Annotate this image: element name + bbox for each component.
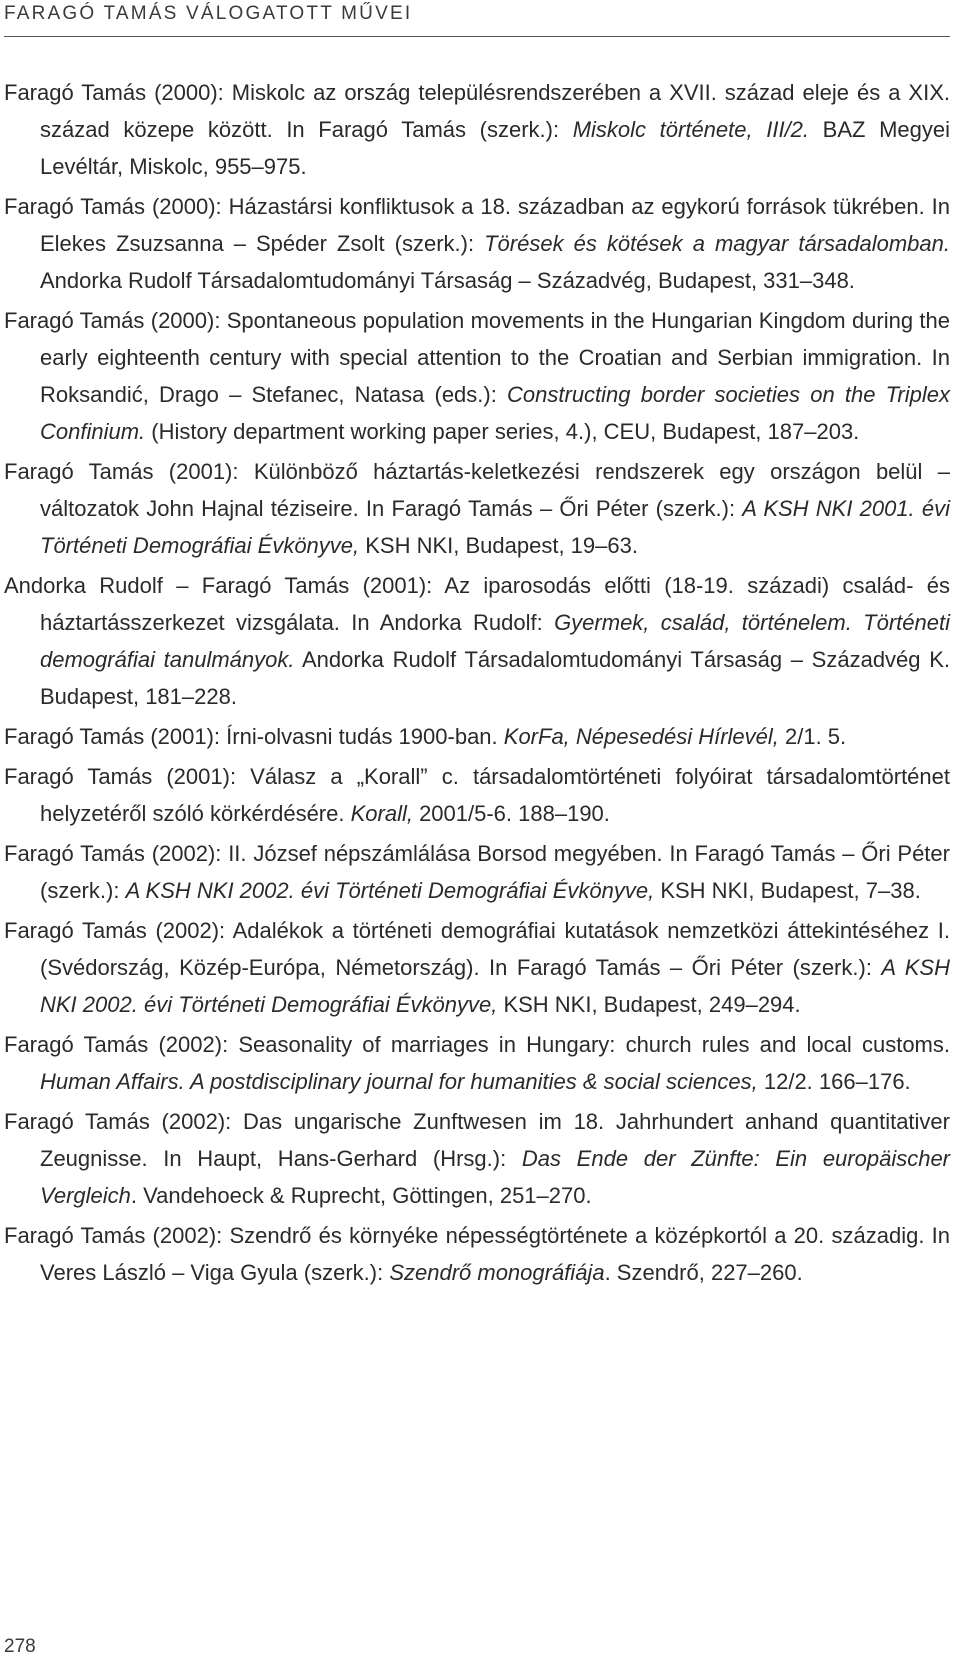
reference-entry xyxy=(4,302,950,450)
reference-title: Korall, xyxy=(350,801,413,826)
reference-text: KSH NKI, Budapest, 249–294. xyxy=(497,992,801,1017)
reference-text: Faragó Tamás (2001): Válasz a „Korall” c. társadalomtörténeti folyóirat társadalomtörténet helyzetéről szóló körkérdésére. xyxy=(4,764,950,826)
reference-text: Faragó Tamás (2000): Spontaneous population movements in the Hungarian Kingdom during the early eighteenth century with special attention to the Croatian and Serbian immigration. In Roksandić, Drago – Stefanec, Natasa (eds.): xyxy=(4,308,950,407)
reference-entry xyxy=(4,453,950,564)
reference-entry xyxy=(4,188,950,299)
header-divider xyxy=(4,36,950,37)
reference-entry xyxy=(4,74,950,185)
page-number: 278 xyxy=(4,1636,36,1657)
reference-text: 2001/5-6. 188–190. xyxy=(412,801,610,826)
reference-text: Faragó Tamás (2001): Különböző háztartás-keletkezési rendszerek egy országon belül – változatok John Hajnal téziseire. In Faragó Tamás – Őri Péter (szerk.): xyxy=(4,459,950,521)
reference-entry xyxy=(4,718,950,755)
reference-title: A KSH NKI 2002. évi Történeti Demográfiai Évkönyve, xyxy=(40,955,950,1017)
reference-text: Andorka Rudolf Társadalomtudományi Társaság – Századvég, Budapest, 331–348. xyxy=(40,268,855,293)
reference-title: Human Affairs. A postdisciplinary journal for humanities & social sciences, xyxy=(40,1069,758,1094)
reference-text: Faragó Tamás (2000): Miskolc az ország településrendszerében a XVII. század eleje és a XIX. század közepe között. In Faragó Tamás (szerk.): xyxy=(4,80,950,142)
reference-title: A KSH NKI 2002. évi Történeti Demográfiai Évkönyve, xyxy=(125,878,655,903)
reference-text: Faragó Tamás (2002): II. József népszámlálása Borsod megyében. In Faragó Tamás – Őri Péter (szerk.): xyxy=(4,841,950,903)
reference-entry xyxy=(4,835,950,909)
reference-text: 12/2. 166–176. xyxy=(757,1069,911,1094)
reference-text: KSH NKI, Budapest, 19–63. xyxy=(359,533,638,558)
reference-title: Szendrő monográfiája xyxy=(389,1260,605,1285)
reference-text: Andorka Rudolf Társadalomtudományi Társaság – Századvég K. Budapest, 181–228. xyxy=(40,647,950,709)
reference-title: Constructing border societies on the Triplex Confinium. xyxy=(40,382,950,444)
reference-text: KSH NKI, Budapest, 7–38. xyxy=(654,878,921,903)
reference-entry xyxy=(4,758,950,832)
reference-text: (History department working paper series, 4.), CEU, Budapest, 187–203. xyxy=(145,419,860,444)
reference-title: A KSH NKI 2001. évi Történeti Demográfiai Évkönyve, xyxy=(40,496,950,558)
reference-text: Faragó Tamás (2000): Házastársi konfliktusok a 18. században az egykorú források tükrében. In Elekes Zsuzsanna – Spéder Zsolt (szerk.): xyxy=(4,194,950,256)
reference-list xyxy=(4,74,950,1294)
reference-entry xyxy=(4,912,950,1023)
reference-title: Törések és kötések a magyar társadalomban. xyxy=(484,231,950,256)
reference-entry xyxy=(4,1026,950,1100)
reference-text: Andorka Rudolf – Faragó Tamás (2001): Az iparosodás előtti (18-19. századi) család- és háztartásszerkezet vizsgálata. In Andorka Rudolf: xyxy=(4,573,950,635)
reference-text: Faragó Tamás (2001): Írni-olvasni tudás 1900-ban. xyxy=(4,724,504,749)
reference-text: Faragó Tamás (2002): Das ungarische Zunftwesen im 18. Jahrhundert anhand quantitativer Zeugnisse. In Haupt, Hans-Gerhard (Hrsg.): xyxy=(4,1109,950,1171)
reference-title: Das Ende der Zünfte: Ein europäischer Vergleich xyxy=(40,1146,951,1208)
running-head: FARAGÓ TAMÁS VÁLOGATOTT MŰVEI xyxy=(4,3,413,24)
reference-text: 2/1. 5. xyxy=(778,724,847,749)
reference-entry xyxy=(4,567,950,715)
reference-title: Miskolc története, III/2. xyxy=(572,117,810,142)
reference-text: . Szendrő, 227–260. xyxy=(604,1260,803,1285)
reference-title: KorFa, Népesedési Hírlevél, xyxy=(503,724,779,749)
reference-text: . Vandehoeck & Ruprecht, Göttingen, 251–270. xyxy=(130,1183,592,1208)
reference-text: Faragó Tamás (2002): Szendrő és környéke népességtörténete a középkortól a 20. századig. In Veres László – Viga Gyula (szerk.): xyxy=(4,1223,950,1285)
reference-text: Faragó Tamás (2002): Seasonality of marriages in Hungary: church rules and local customs. xyxy=(4,1032,950,1057)
reference-entry xyxy=(4,1103,950,1214)
reference-text: BAZ Megyei Levéltár, Miskolc, 955–975. xyxy=(40,117,950,179)
reference-text: Faragó Tamás (2002): Adalékok a történeti demográfiai kutatások nemzetközi áttekintéséhez I. (Svédország, Közép-Európa, Németország). In Faragó Tamás – Őri Péter (szerk.): xyxy=(4,918,950,980)
reference-title: Gyermek, család, történelem. Történeti demográfiai tanulmányok. xyxy=(40,610,951,672)
reference-entry xyxy=(4,1217,950,1291)
